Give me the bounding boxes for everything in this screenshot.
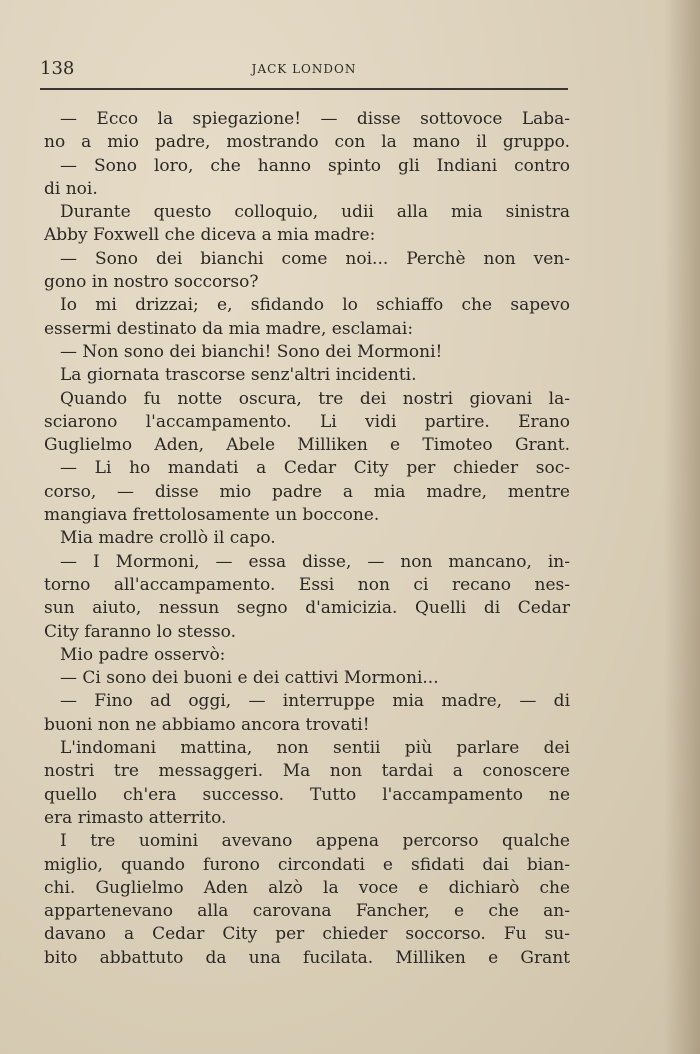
text-line: Quando fu notte oscura, tre dei nostri giovani la- [60,388,570,409]
text-line: era rimasto atterrito. [44,807,227,828]
text-line: — Ecco la spiegazione! — disse sottovoce Laba- [60,109,570,129]
text-line: no a mio padre, mostrando con la mano il gruppo. [44,132,570,153]
text-line: City faranno lo stesso. [44,621,236,642]
text-line: — Li ho mandati a Cedar City per chieder soc- [60,458,570,479]
text-line: buoni non ne abbiamo ancora trovati! [44,714,370,735]
text-line: gono in nostro soccorso? [44,272,259,293]
text-line: sun aiuto, nessun segno d'amicizia. Quelli di Cedar [44,598,570,619]
text-line: — Non sono dei bianchi! Sono dei Mormoni! [60,341,443,362]
text-line: Abby Foxwell che diceva a mia madre: [44,225,376,246]
text-line: sciarono l'accampamento. Li vidi partire. Erano [44,411,570,432]
text-line: quello ch'era successo. Tutto l'accampamento ne [44,784,570,805]
text-line: — Ci sono dei buoni e dei cattivi Mormoni... [60,668,439,689]
text-line: — Fino ad oggi, — interruppe mia madre, — di [60,691,570,712]
body-text [44,108,570,970]
text-line: davano a Cedar City per chieder soccorso. Fu su- [44,924,570,945]
text-line: — I Mormoni, — essa disse, — non mancano, in- [60,551,570,572]
text-line: La giornata trascorse senz'altri incidenti. [60,365,417,386]
text-line: — Sono dei bianchi come noi... Perchè non ven- [60,248,570,269]
text-line: L'indomani mattina, non sentii più parlare dei [60,738,570,759]
text-line: appartenevano alla carovana Fancher, e che an- [44,901,570,922]
running-head: JACK LONDON [251,62,357,76]
text-line: Durante questo colloquio, udii alla mia sinistra [60,202,570,223]
text-line: bito abbattuto da una fucilata. Milliken e Grant [44,947,570,968]
text-line: nostri tre messaggeri. Ma non tardai a conoscere [44,761,570,782]
text-line: Guglielmo Aden, Abele Milliken e Timoteo Grant. [44,435,570,456]
text-line: — Sono loro, che hanno spinto gli Indiani contro [60,155,570,176]
page-header [40,58,568,84]
header-rule [40,88,568,90]
text-line: Mio padre osservò: [60,644,226,665]
text-line: Io mi drizzai; e, sfidando lo schiaffo che sapevo [60,295,570,316]
text-line: essermi destinato da mia madre, esclamai: [44,318,414,339]
text-line: miglio, quando furono circondati e sfidati dai bian- [44,854,570,875]
text-line: mangiava frettolosamente un boccone. [44,505,380,526]
text-line: I tre uomini avevano appena percorso qualche [60,831,570,852]
page-number: 138 [40,58,75,79]
text-line: torno all'accampamento. Essi non ci recano nes- [44,574,570,595]
text-line: Mia madre crollò il capo. [60,528,276,549]
text-line: di noi. [44,178,98,199]
page-edge-shadow [664,0,700,1054]
text-line: chi. Guglielmo Aden alzò la voce e dichiarò che [44,877,570,898]
text-line: corso, — disse mio padre a mia madre, mentre [44,481,570,502]
